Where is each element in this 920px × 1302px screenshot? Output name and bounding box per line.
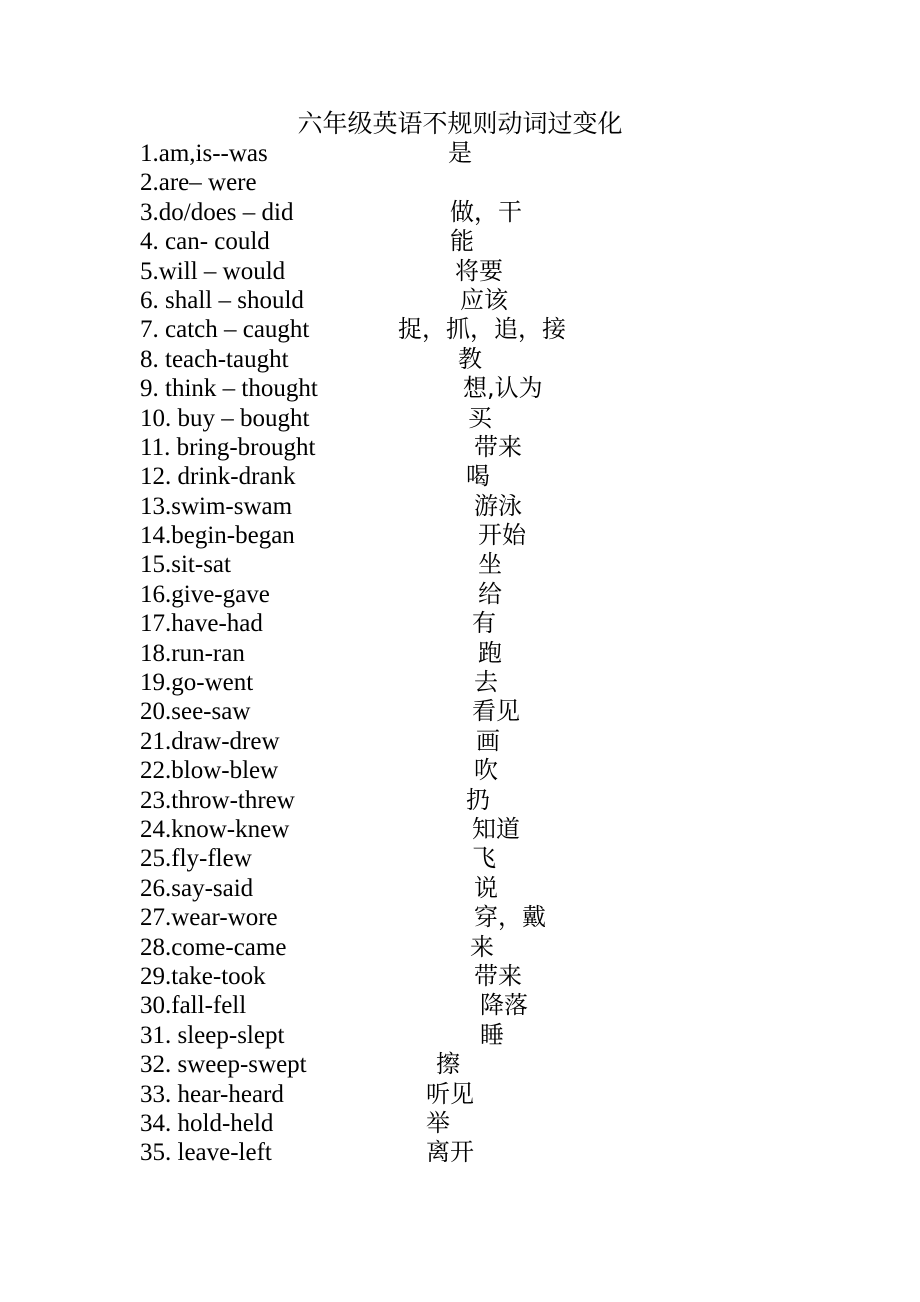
verb-meaning: 听见 <box>426 1079 474 1108</box>
verb-meaning: 看见 <box>472 697 520 726</box>
verb-row <box>0 1021 920 1050</box>
verb-meaning: 将要 <box>455 256 503 285</box>
verb-meaning: 擦 <box>436 1050 460 1079</box>
verb-row <box>0 639 920 668</box>
verb-row <box>0 168 920 197</box>
verb-forms: 15.sit-sat <box>140 551 231 579</box>
verb-forms: 18.run-ran <box>140 639 245 667</box>
verb-meaning: 来 <box>470 932 494 961</box>
verb-row <box>0 962 920 991</box>
verb-row <box>0 198 920 227</box>
verb-row <box>0 580 920 609</box>
verb-forms: 3.do/does – did <box>140 198 294 226</box>
verb-row <box>0 903 920 932</box>
verb-meaning: 是 <box>448 139 472 167</box>
verb-row <box>0 257 920 286</box>
verb-forms: 5.will – would <box>140 257 286 285</box>
verb-row <box>0 874 920 903</box>
verb-forms: 20.see-saw <box>140 698 251 726</box>
verb-meaning: 游泳 <box>474 491 522 520</box>
verb-row <box>0 786 920 815</box>
verb-meaning: 教 <box>458 344 482 373</box>
verb-forms: 6. shall – should <box>140 286 304 314</box>
verb-meaning: 做，干 <box>450 197 522 226</box>
verb-row <box>0 492 920 521</box>
verb-meaning: 带来 <box>474 432 522 461</box>
verb-row <box>0 227 920 256</box>
verb-row <box>0 374 920 403</box>
verb-meaning: 能 <box>450 227 474 256</box>
verb-forms: 24.know-knew <box>140 815 290 843</box>
verb-row <box>0 521 920 550</box>
verb-meaning: 睡 <box>480 1020 504 1049</box>
verb-row <box>0 815 920 844</box>
verb-forms: 27.wear-wore <box>140 904 278 932</box>
verb-meaning: 飞 <box>472 844 496 873</box>
verb-row <box>0 462 920 491</box>
verb-row <box>0 697 920 726</box>
verb-meaning: 买 <box>468 403 492 432</box>
verb-meaning: 开始 <box>478 521 526 550</box>
verb-list <box>0 139 920 1168</box>
verb-forms: 30.fall-fell <box>140 992 247 1020</box>
verb-row <box>0 433 920 462</box>
verb-row <box>0 286 920 315</box>
verb-meaning: 举 <box>426 1108 450 1137</box>
verb-forms: 35. leave-left <box>140 1139 272 1167</box>
verb-row <box>0 1080 920 1109</box>
verb-meaning: 画 <box>476 726 500 755</box>
verb-forms: 12. drink-drank <box>140 463 296 491</box>
verb-meaning: 带来 <box>474 961 522 990</box>
verb-row <box>0 1109 920 1138</box>
verb-row <box>0 668 920 697</box>
verb-forms: 7. catch – caught <box>140 316 310 344</box>
verb-forms: 28.come-came <box>140 933 287 961</box>
verb-forms: 13.swim-swam <box>140 492 293 520</box>
verb-forms: 11. bring-brought <box>140 433 316 461</box>
verb-forms: 26.say-said <box>140 874 254 902</box>
verb-meaning: 说 <box>474 873 498 902</box>
verb-forms: 1.am,is--was <box>140 140 268 167</box>
verb-forms: 29.take-took <box>140 962 266 990</box>
verb-row <box>0 609 920 638</box>
verb-row <box>0 315 920 344</box>
verb-meaning: 降落 <box>480 991 528 1020</box>
page-title: 六年级英语不规则动词过变化 <box>297 111 623 138</box>
verb-forms: 17.have-had <box>140 610 263 638</box>
verb-row <box>0 404 920 433</box>
verb-forms: 33. hear-heard <box>140 1080 284 1108</box>
verb-row <box>0 1050 920 1079</box>
verb-row <box>0 844 920 873</box>
verb-row <box>0 756 920 785</box>
verb-meaning: 有 <box>472 609 496 638</box>
verb-meaning: 扔 <box>466 785 490 814</box>
verb-meaning: 捉，抓，追，接 <box>398 315 566 344</box>
verb-forms: 31. sleep-slept <box>140 1021 285 1049</box>
verb-forms: 23.throw-threw <box>140 786 295 814</box>
verb-meaning: 知道 <box>472 814 520 843</box>
verb-meaning: 离开 <box>426 1138 474 1167</box>
verb-meaning: 给 <box>478 579 502 608</box>
verb-meaning: 跑 <box>478 638 502 667</box>
verb-forms: 32. sweep-swept <box>140 1051 307 1079</box>
verb-forms: 34. hold-held <box>140 1109 274 1137</box>
verb-forms: 8. teach-taught <box>140 345 289 373</box>
verb-row <box>0 727 920 756</box>
verb-row <box>0 991 920 1020</box>
verb-meaning: 坐 <box>478 550 502 579</box>
verb-forms: 9. think – thought <box>140 375 318 403</box>
verb-forms: 25.fly-flew <box>140 845 252 873</box>
verb-row <box>0 139 920 168</box>
verb-forms: 2.are– were <box>140 169 257 197</box>
verb-meaning: 穿，戴 <box>474 903 546 932</box>
verb-forms: 22.blow-blew <box>140 757 279 785</box>
verb-row <box>0 550 920 579</box>
verb-forms: 10. buy – bought <box>140 404 310 432</box>
verb-meaning: 应该 <box>460 285 508 314</box>
verb-row <box>0 1138 920 1167</box>
verb-forms: 16.give-gave <box>140 580 270 608</box>
verb-forms: 14.begin-began <box>140 522 295 550</box>
verb-meaning: 去 <box>474 668 498 697</box>
verb-meaning: 喝 <box>466 462 490 491</box>
verb-row <box>0 933 920 962</box>
verb-meaning: 吹 <box>474 756 498 785</box>
verb-meaning: 想,认为 <box>463 374 543 403</box>
verb-forms: 4. can- could <box>140 228 270 256</box>
verb-forms: 19.go-went <box>140 669 254 697</box>
verb-forms: 21.draw-drew <box>140 727 280 755</box>
verb-row <box>0 345 920 374</box>
